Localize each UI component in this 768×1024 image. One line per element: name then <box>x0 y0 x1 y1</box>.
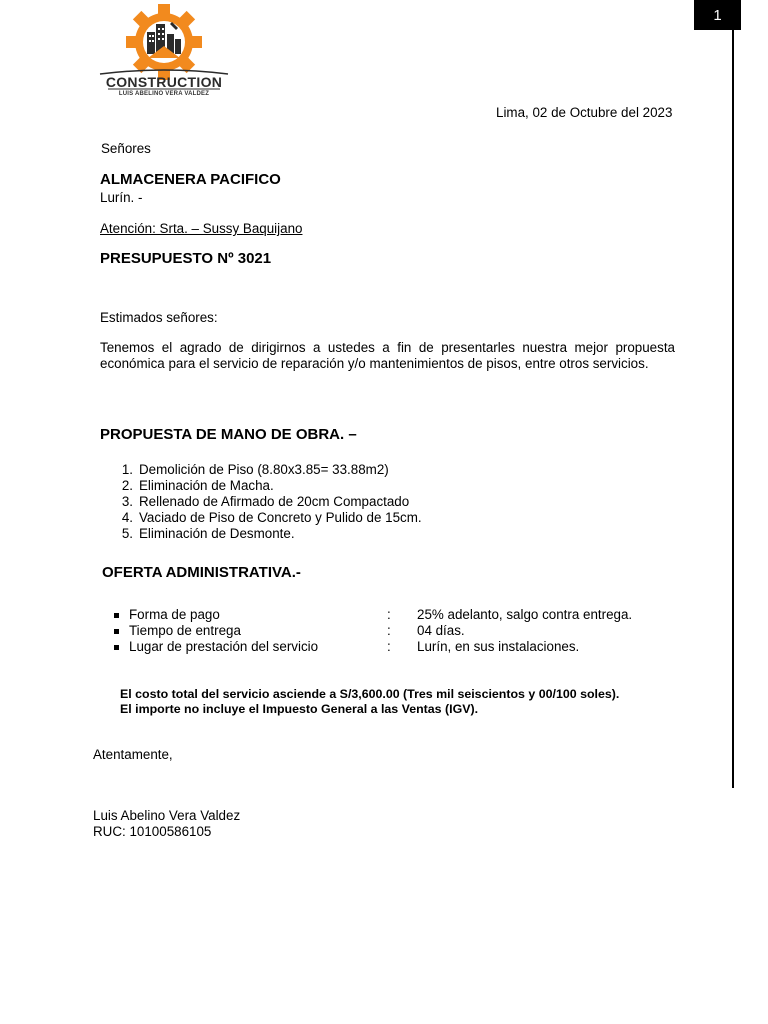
budget-title: PRESUPUESTO Nº 3021 <box>100 250 272 267</box>
cost-note-line2: El importe no incluye el Impuesto General a las Ventas (IGV). <box>120 702 479 716</box>
salutation: Señores <box>101 141 151 156</box>
closing: Atentamente, <box>93 747 173 762</box>
labor-items-list <box>121 462 422 542</box>
list-item: Lugar de prestación del servicio : Lurín, en sus instalaciones. <box>129 639 318 655</box>
recipient-company: ALMACENERA PACIFICO <box>100 171 281 188</box>
page-number: 1 <box>713 6 722 24</box>
labor-section-title: PROPUESTA DE MANO DE OBRA. – <box>100 426 357 443</box>
list-item: 2. Eliminación de Macha. <box>121 478 274 493</box>
greeting: Estimados señores: <box>100 310 218 325</box>
bullet-icon <box>114 645 119 650</box>
logo-title: CONSTRUCTION <box>105 74 223 90</box>
list-item: 4. Vaciado de Piso de Concreto y Pulido de 15cm. <box>121 510 422 525</box>
logo-subtitle: LUIS ABELINO VERA VALDEZ <box>118 91 210 97</box>
signature-name: Luis Abelino Vera Valdez <box>93 808 241 823</box>
intro-paragraph: Tenemos el agrado de dirigirnos a ustedes a fin de presentarles nuestra mejor propuesta económica para el servicio de reparación y/o mantenimientos de pisos, entre otros servicios. <box>100 340 675 371</box>
list-item: 5. Eliminación de Desmonte. <box>121 526 295 541</box>
margin-rule <box>732 30 734 788</box>
signature-ruc: RUC: 10100586105 <box>93 824 212 839</box>
recipient-location: Lurín. - <box>100 190 143 205</box>
admin-section-title: OFERTA ADMINISTRATIVA.- <box>102 564 301 581</box>
date-line: Lima, 02 de Octubre del 2023 <box>496 105 673 120</box>
bullet-icon <box>114 629 119 634</box>
bullet-icon <box>114 613 119 618</box>
company-logo <box>94 2 234 102</box>
page-number-badge <box>694 0 741 30</box>
cost-note-line1: El costo total del servicio asciende a S/3,600.00 (Tres mil seiscientos y 00/100 soles). <box>120 687 620 701</box>
attention-line: Atención: Srta. – Sussy Baquijano <box>100 221 303 236</box>
list-item: 1. Demolición de Piso (8.80x3.85= 33.88m2) <box>121 462 389 477</box>
list-item: Tiempo de entrega : 04 días. <box>129 623 318 639</box>
list-item: 3. Rellenado de Afirmado de 20cm Compactado <box>121 494 410 509</box>
admin-items-list <box>129 607 633 655</box>
list-item: Forma de pago : 25% adelanto, salgo contra entrega. <box>129 607 318 623</box>
